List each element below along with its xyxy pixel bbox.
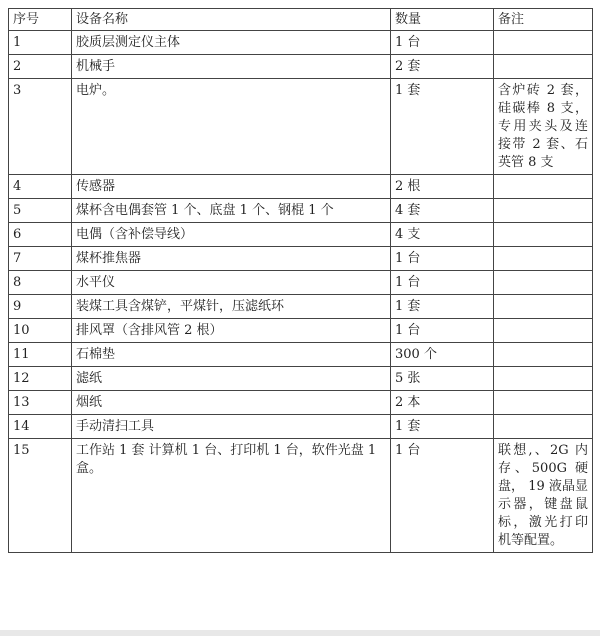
cell-qty: 2 套 xyxy=(391,55,494,79)
cell-note: 含炉砖 2 套，硅碳棒 8 支，专用夹头及连接带 2 套、石英管 8 支 xyxy=(494,79,593,175)
header-name: 设备名称 xyxy=(72,9,391,31)
table-row xyxy=(9,367,593,391)
cell-qty: 2 根 xyxy=(391,175,494,199)
table-row xyxy=(9,79,593,175)
cell-note xyxy=(494,199,593,223)
cell-qty: 1 台 xyxy=(391,271,494,295)
page-bottom-bar xyxy=(0,630,600,636)
header-index: 序号 xyxy=(9,9,72,31)
cell-note xyxy=(494,55,593,79)
cell-index: 10 xyxy=(9,319,72,343)
cell-qty: 4 套 xyxy=(391,199,494,223)
cell-index: 6 xyxy=(9,223,72,247)
table-row xyxy=(9,55,593,79)
cell-name: 石棉垫 xyxy=(72,343,391,367)
table-row xyxy=(9,199,593,223)
cell-index: 4 xyxy=(9,175,72,199)
table-row xyxy=(9,319,593,343)
table-row xyxy=(9,175,593,199)
table-row xyxy=(9,439,593,553)
cell-note xyxy=(494,391,593,415)
cell-qty: 1 套 xyxy=(391,79,494,175)
cell-note xyxy=(494,247,593,271)
cell-name: 胶质层测定仪主体 xyxy=(72,31,391,55)
header-qty: 数量 xyxy=(391,9,494,31)
cell-name: 手动清扫工具 xyxy=(72,415,391,439)
cell-name: 装煤工具含煤铲，平煤针，压滤纸环 xyxy=(72,295,391,319)
cell-index: 15 xyxy=(9,439,72,553)
table-row xyxy=(9,31,593,55)
cell-qty: 1 台 xyxy=(391,439,494,553)
cell-qty: 1 台 xyxy=(391,319,494,343)
cell-name: 电炉。 xyxy=(72,79,391,175)
cell-name: 电偶（含补偿导线） xyxy=(72,223,391,247)
cell-index: 14 xyxy=(9,415,72,439)
cell-note xyxy=(494,343,593,367)
header-note: 备注 xyxy=(494,9,593,31)
cell-qty: 4 支 xyxy=(391,223,494,247)
cell-note xyxy=(494,367,593,391)
cell-note xyxy=(494,175,593,199)
cell-index: 5 xyxy=(9,199,72,223)
cell-note xyxy=(494,319,593,343)
cell-index: 1 xyxy=(9,31,72,55)
cell-index: 12 xyxy=(9,367,72,391)
cell-note xyxy=(494,271,593,295)
cell-qty: 5 张 xyxy=(391,367,494,391)
equipment-table xyxy=(8,8,593,553)
cell-index: 7 xyxy=(9,247,72,271)
cell-qty: 300 个 xyxy=(391,343,494,367)
cell-index: 8 xyxy=(9,271,72,295)
cell-name: 烟纸 xyxy=(72,391,391,415)
cell-name: 传感器 xyxy=(72,175,391,199)
table-row xyxy=(9,391,593,415)
header-row xyxy=(9,9,593,31)
cell-name: 煤杯推焦器 xyxy=(72,247,391,271)
table-row xyxy=(9,271,593,295)
cell-qty: 1 套 xyxy=(391,415,494,439)
table-row xyxy=(9,223,593,247)
cell-qty: 1 台 xyxy=(391,31,494,55)
table-row xyxy=(9,343,593,367)
cell-name: 煤杯含电偶套管 1 个、底盘 1 个、钢棍 1 个 xyxy=(72,199,391,223)
cell-name: 滤纸 xyxy=(72,367,391,391)
cell-index: 2 xyxy=(9,55,72,79)
table-row xyxy=(9,247,593,271)
cell-index: 11 xyxy=(9,343,72,367)
cell-qty: 1 台 xyxy=(391,247,494,271)
cell-index: 9 xyxy=(9,295,72,319)
cell-note xyxy=(494,223,593,247)
cell-note: 联想,、2G 内存、500G 硬盘， 19 液晶显示器，键盘鼠标，激光打印机等配置。 xyxy=(494,439,593,553)
cell-qty: 2 本 xyxy=(391,391,494,415)
cell-note xyxy=(494,31,593,55)
cell-name: 排风罩（含排风管 2 根） xyxy=(72,319,391,343)
cell-index: 3 xyxy=(9,79,72,175)
cell-name: 工作站 1 套 计算机 1 台、打印机 1 台，软件光盘 1 盒。 xyxy=(72,439,391,553)
table-row xyxy=(9,415,593,439)
cell-name: 机械手 xyxy=(72,55,391,79)
table-row xyxy=(9,295,593,319)
cell-index: 13 xyxy=(9,391,72,415)
cell-name: 水平仪 xyxy=(72,271,391,295)
cell-qty: 1 套 xyxy=(391,295,494,319)
cell-note xyxy=(494,295,593,319)
cell-note xyxy=(494,415,593,439)
